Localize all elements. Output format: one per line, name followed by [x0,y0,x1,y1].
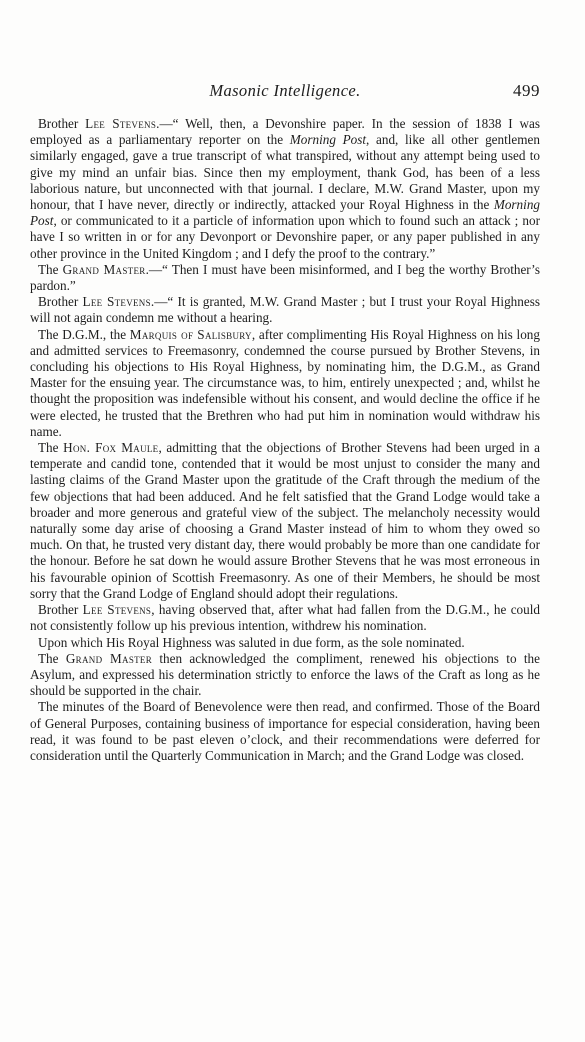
text-run: The D.G.M., the [38,326,130,342]
page-number: 499 [513,81,540,100]
text-run: The [38,440,64,456]
speaker-name: Marquis of Salisbury [129,326,252,342]
text-run: The [38,650,66,666]
text-run: .—“ Then I must have been misinformed, and I beg the worthy Brother’s pardon.” [30,261,540,294]
text-run: The minutes of the Board of Benevolence were then read, and confirmed. Those of the Board of General Purposes, containing business of importance for especial consideration, having been read, it was found to be past eleven o’clock, and their recommendations were deferred for consideration until the Quarterly Communication in March; and the Grand Lodge was closed. [30,699,540,763]
text-run: , and, like all other gentlemen similarly engaged, gave a true transcript of what transpired, without any attempt being used to give my mind an unfair bias. Since then my employment, thank God, has been of a less laborious nature, but unconnected with that journal. I declare, M.W. Grand Master, upon my honour, that I have never, directly or indirectly, attacked your Royal Highness in the [30,132,540,213]
page-header [30,81,540,101]
text-run: .—“ Well, then, a Devonshire paper. In the session of 1838 I was employed as a parliamentary reporter on the [30,116,540,148]
speaker-name: Hon. Fox Maule [63,440,159,456]
text-run: Upon which His Royal Highness was saluted in due form, as the sole nominated. [38,634,465,650]
italic-text: Morning Post [289,132,367,148]
speaker-name: Grand Master [65,650,153,666]
speaker-name: Lee Stevens [85,116,157,131]
paragraph [30,651,540,700]
speaker-name: Lee Stevens [82,294,151,310]
text-run: , after complimenting His Royal Highness on his long and admitted services to Freemasonry, condemned the course pursued by Brother Stevens, in concluding his objections to His Royal Highness, by nominating him, the D.G.M., as Grand Master for the ensuing year. The circumstance was, to him, entirely unexpected ; and, whilst he thought the proposition was indefensible without his consent, and would decline the office if he were elected, he trusted that the Brethren who had put him in nomination would withdraw his name. [30,326,540,439]
text-run: Brother [38,602,83,618]
paragraph [30,262,540,294]
running-title: Masonic Intelligence. [209,81,361,100]
paragraph [30,602,540,634]
text-run: .—“ It is granted, M.W. Grand Master ; but I trust your Royal Highness will not again condemn me without a hearing. [30,294,540,326]
paragraph [30,327,540,440]
text-run: The [38,261,63,277]
text-run: Brother [38,116,86,131]
paragraph [30,294,540,326]
speaker-name: Grand Master [62,261,146,277]
text-run: , admitting that the objections of Brother Stevens had been urged in a temperate and candid tone, contended that it would be most unjust to consider the many and lasting claims of the Grand Master upon the gratitude of the Craft through the medium of the few objections that had been adduced. And he felt satisfied that the Grand Lodge would take a broader and more generous and grateful view of the subject. The melancholy necessity would naturally some day arise of choosing a Grand Master instead of him to whom they owed so much. On that, he trusted very distant day, there would probably be more than one candidate for the honour. Before he sat down he would assure Brother Stevens that he was most erroneous in his favourable opinion of Scottish Freemasonry. As one of their Members, he should be most sorry that the Grand Lodge of England should adopt their regulations. [30,440,541,601]
paragraph [30,635,540,651]
text-run: Brother [38,294,83,310]
text-run: then acknowledged the compliment, renewed his objections to the Asylum, and expressed his determination strictly to enforce the laws of the Craft as long as he should be supported in the chair. [30,650,540,699]
italic-text: Morning Post [30,197,540,229]
text-run: , having observed that, after what had fallen from the D.G.M., he could not consistently follow up his previous intention, withdrew his nomination. [30,602,540,634]
speaker-name: Lee Stevens [82,602,152,618]
paragraph [30,116,540,262]
text-run: , or communicated to it a particle of information upon which to found such an attack ; nor have I so written in or for any Devonport or Devonshire paper, or any paper published in any other province in the United Kingdom ; and I defy the proof to the contrary.” [30,213,540,261]
paragraph [30,440,540,602]
body-text [30,116,540,764]
paragraph [30,699,540,764]
